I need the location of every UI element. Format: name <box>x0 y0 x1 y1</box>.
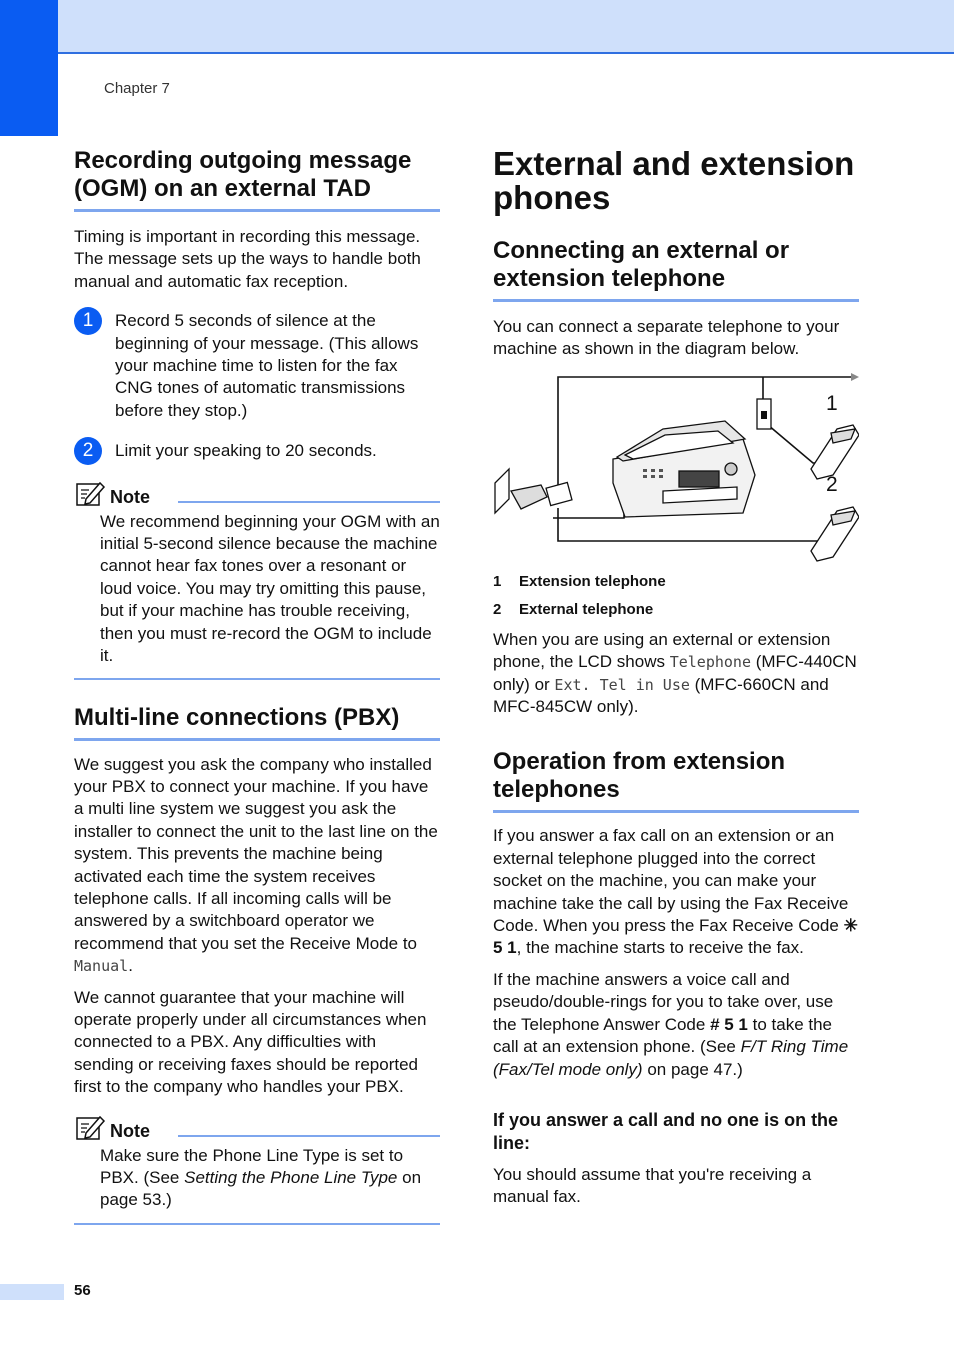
note-divider <box>178 1135 440 1137</box>
pbx-1-text: We suggest you ask the company who installed your PBX to connect your machine. If you have a multi line system we suggest you ask the installer to connect the unit to the last line on the system. This prevents the machine being activated each time the system receives telephone calls. If all incoming calls will be answered by a switchboard operator we recommend that you set the Receive Mode to <box>74 754 438 953</box>
op2-text-c: on page 47.) <box>642 1059 743 1079</box>
note-end-line <box>74 678 440 680</box>
cross-reference-link[interactable]: F/T Ring Time (Fax/Tel mode only) <box>493 1037 849 1079</box>
receive-mode-value: Manual <box>74 957 129 976</box>
note-pencil-icon <box>76 1115 106 1141</box>
extension-telephone-icon <box>811 425 859 479</box>
legend-text: Extension telephone <box>519 572 666 590</box>
right-column <box>493 147 859 1209</box>
lcd-text-b: (MFC-440CN only) or <box>493 652 857 694</box>
fax-receive-code: ✳ 5 1 <box>493 916 858 958</box>
paragraph-operation-1 <box>493 825 859 959</box>
section-heading-pbx: Multi-line connections (PBX) <box>74 704 440 741</box>
note-end-line <box>74 1223 440 1225</box>
section-heading-tad: Recording outgoing message (OGM) on an external TAD <box>74 147 440 212</box>
note-pencil-icon <box>76 481 106 507</box>
section-heading-operation: Operation from extension telephones <box>493 748 859 813</box>
page-number: 56 <box>74 1282 91 1299</box>
chapter-label: Chapter 7 <box>104 80 170 97</box>
step-number-2: 2 <box>74 437 102 465</box>
note-label: Note <box>110 1120 150 1141</box>
note-label: Note <box>110 486 150 507</box>
lcd-value-ext-tel: Ext. Tel in Use <box>554 675 690 694</box>
step-1 <box>74 310 440 422</box>
paragraph-lcd <box>493 629 859 719</box>
note-divider <box>178 501 440 503</box>
paragraph-connect: You can connect a separate telephone to your machine as shown in the diagram below. <box>493 317 840 359</box>
step-2 <box>74 440 440 462</box>
legend-text: External telephone <box>519 600 654 618</box>
chapter-tab <box>0 0 58 136</box>
section-heading-connect: Connecting an external or extension telephone <box>493 237 859 302</box>
footer-band <box>0 1284 64 1300</box>
legend-item-2 <box>493 601 859 619</box>
arrow-icon <box>851 373 859 381</box>
lcd-text-a: When you are using an external or extension phone, the LCD shows <box>493 629 831 672</box>
left-column <box>74 147 440 1225</box>
note-2-a: Make sure the Phone Line Type is set to PBX. (See <box>100 1145 404 1187</box>
op2-text-a: If the machine answers a voice call and pseudo/double-rings for you to take over, use the Telephone Answer Code <box>493 969 834 1034</box>
diagram-label-1: 1 <box>826 391 838 415</box>
diagram-label-2: 2 <box>826 472 838 496</box>
step-number-1: 1 <box>74 307 102 335</box>
paragraph-pbx-1 <box>74 754 440 978</box>
legend-number: 2 <box>493 600 502 618</box>
paragraph-no-one: You should assume that you're receiving a manual fax. <box>493 1164 812 1207</box>
step-2-text: Limit your speaking to 20 seconds. <box>115 441 377 461</box>
pbx-1-end: . <box>128 956 133 976</box>
paragraph-timing: Timing is important in recording this message. The message sets up the ways to handle both manual and automatic fax reception. <box>74 227 421 291</box>
header-band <box>0 0 954 54</box>
legend-number: 1 <box>493 572 502 590</box>
note-2-text <box>74 1145 440 1223</box>
op2-text-b: to take the call at an extension phone. (See <box>493 1014 833 1057</box>
telephone-answer-code: # 5 1 <box>710 1014 748 1034</box>
lcd-value-telephone: Telephone <box>669 653 751 672</box>
note-box-1 <box>74 481 440 680</box>
step-1-text: Record 5 seconds of silence at the beginning of your message. (This allows your machine time to listen for the fax CNG tones of automatic transmissions before they stop.) <box>115 311 419 420</box>
connection-diagram <box>493 373 859 563</box>
note-1-text: We recommend beginning your OGM with an initial 5-second silence because the machine cannot hear fax tones over a resonant or loud voice. You may try omitting this pause, but if your machine has trouble receiving, then you must re-record the OGM to include it. <box>100 511 440 666</box>
plug-icon <box>511 485 547 509</box>
main-heading: External and extension phones <box>493 145 855 216</box>
external-telephone-icon <box>811 507 859 561</box>
fax-machine-icon <box>613 421 755 517</box>
wall-jack-icon <box>495 469 509 513</box>
note-box-2 <box>74 1115 440 1225</box>
paragraph-pbx-2: We cannot guarantee that your machine will operate properly under all circumstances when connected to a PBX. Any difficulties with sending or receiving faxes should be reported first to the company who handles your PBX. <box>74 987 427 1097</box>
lcd-text-c: (MFC-660CN and MFC-845CW only). <box>493 674 829 717</box>
note-2-b: on page 53.) <box>100 1168 422 1210</box>
op1-text-a: If you answer a fax call on an extension or an external telephone plugged into the correct socket on the machine, you can make your machine take the call by using the Fax Receive Code. When you press the Fax Receive Code <box>493 826 849 936</box>
wire-ext-phone <box>768 425 823 463</box>
cross-reference-link[interactable]: Setting the Phone Line Type <box>184 1168 398 1187</box>
splitter-icon <box>546 482 572 505</box>
paragraph-operation-2 <box>493 969 859 1081</box>
subheading-no-one: If you answer a call and no one is on the line: <box>493 1109 839 1153</box>
legend-item-1 <box>493 573 859 591</box>
op1-text-b: , the machine starts to receive the fax. <box>516 938 804 958</box>
